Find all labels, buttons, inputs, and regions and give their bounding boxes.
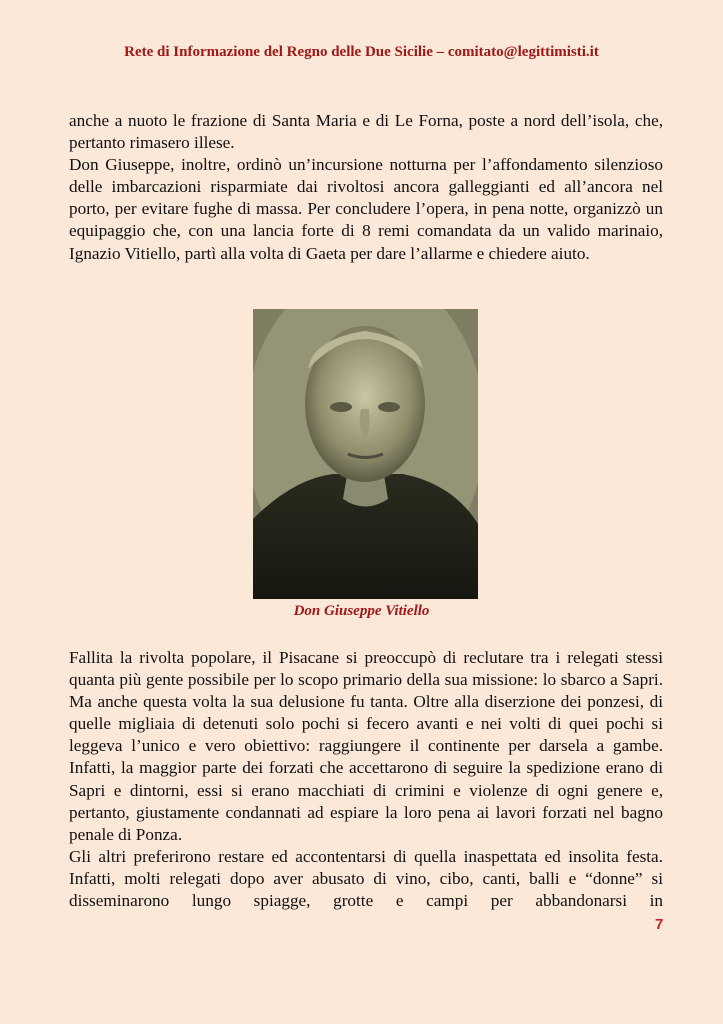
page-header: Rete di Informazione del Regno delle Due Sicilie – comitato@legittimisti.it — [124, 44, 599, 60]
page-number: 7 — [655, 916, 664, 933]
paragraph: anche a nuoto le frazione di Santa Maria e di Le Forna, poste a nord dell’isola, che, pertanto rimasero illese. — [69, 111, 663, 153]
paragraph: Gli altri preferirono restare ed accontentarsi di quella inaspettata ed insolita festa. Infatti, molti relegati dopo aver abusato di vino, cibo, canti, balli e “donne” si disseminarono lungo spiagge, grotte e campi per abbandonarsi in — [69, 846, 663, 911]
body-text-top — [69, 110, 663, 265]
portrait-photo — [253, 309, 478, 599]
paragraph: Don Giuseppe, inoltre, ordinò un’incursione notturna per l’affondamento silenzioso delle imbarcazioni risparmiate dai rivoltosi ancora galleggianti ed all’ancora nel porto, per evitare fughe di massa. Per concludere l’opera, in pena notte, organizzò un equipaggio che, con una lancia forte di 8 remi comandata da un valido marinaio, Ignazio Vitiello, partì alla volta di Gaeta per dare l’allarme e chiedere aiuto. — [69, 155, 663, 263]
photo-caption: Don Giuseppe Vitiello — [293, 603, 430, 619]
body-text-bottom — [69, 647, 663, 912]
paragraph: Fallita la rivolta popolare, il Pisacane si preoccupò di reclutare tra i relegati stessi quanta più gente possibile per lo scopo primario della sua missione: lo sbarco a Sapri. Ma anche questa volta la sua delusione fu tanta. Oltre alla diserzione dei ponzesi, di quelle migliaia di detenuti solo pochi si fecero avanti e nei volti di quei pochi si leggeva l’unico e vero obiettivo: raggiungere il continente per darsela a gambe. Infatti, la maggior parte dei forzati che accettarono di seguire la spedizione erano di Sapri e dintorni, essi si erano macchiati di crimini e violenze di ogni genere e, pertanto, giustamente condannati ad espiare la loro pena ai lavori forzati nel bagno penale di Ponza. — [69, 648, 663, 844]
